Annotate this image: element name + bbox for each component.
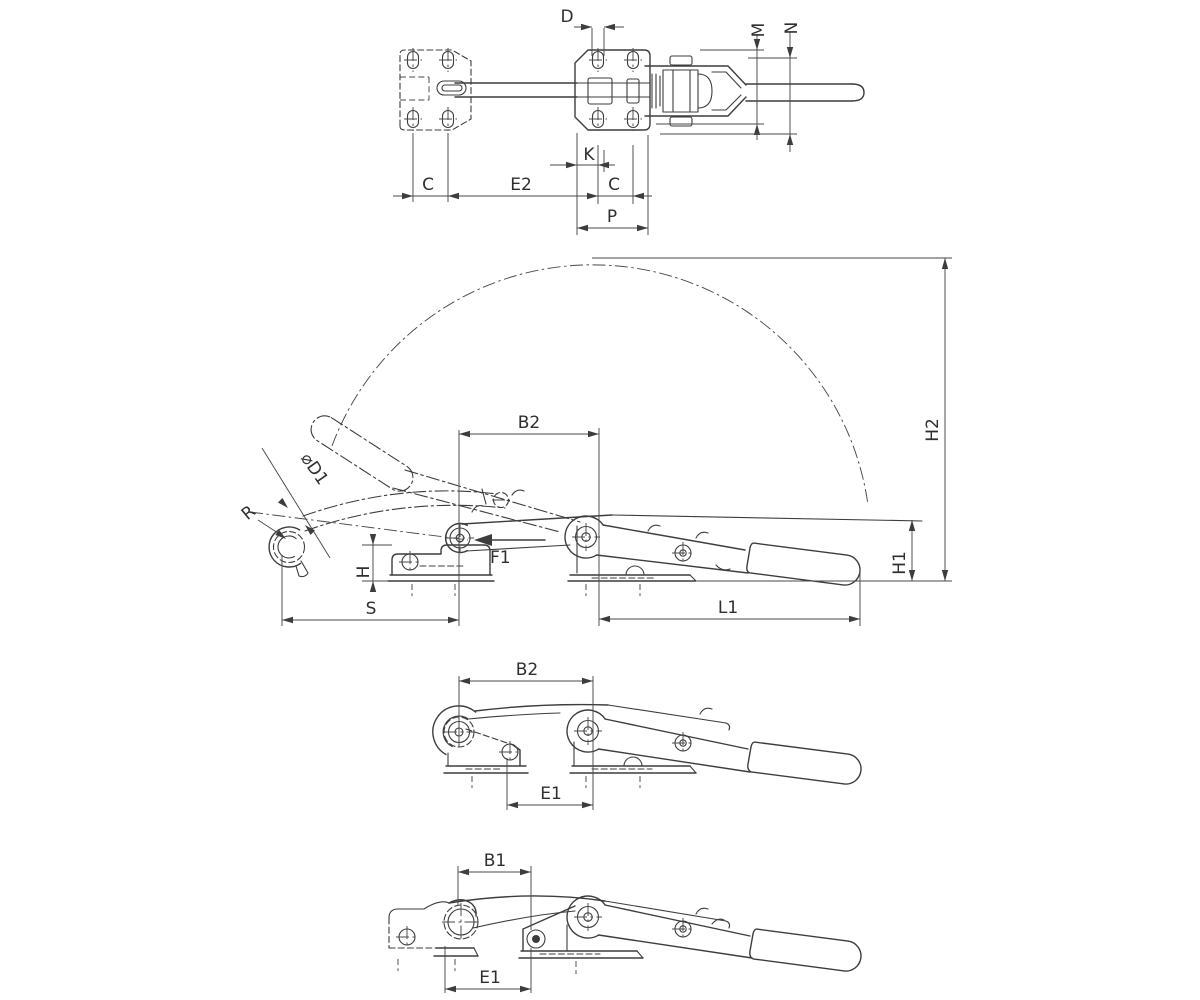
dim-label-b1: B1: [483, 851, 507, 871]
dim-b2-closed: [459, 660, 593, 810]
dim-label-p: P: [606, 207, 618, 227]
dim-label-k: K: [583, 145, 595, 165]
dim-r: [238, 502, 288, 542]
dim-label-h1: H1: [890, 551, 910, 575]
closed-handle-grip: [748, 742, 861, 784]
clamp-body-open-view: [565, 516, 860, 596]
force-arrow-f1: [474, 534, 545, 568]
dim-label-e1-variant: E1: [479, 968, 501, 988]
latch-rod-top: [455, 83, 577, 97]
dim-label-h2: H2: [923, 418, 943, 442]
variant-handle-grip: [750, 929, 861, 971]
dim-label-b2-closed: B2: [515, 660, 539, 680]
variant-clamp-body: [519, 896, 861, 974]
side-view-closed: [433, 660, 861, 810]
dim-label-n: N: [782, 21, 802, 35]
dim-label-d: D: [560, 7, 574, 27]
dim-l1: [599, 568, 860, 626]
open-latch-bar-phantom: [250, 490, 524, 540]
variant-counter-bracket: [389, 902, 478, 971]
latch-hook: [269, 527, 308, 577]
dim-label-d1: ⌀D1: [296, 449, 333, 489]
variant-hook-eye: [442, 900, 480, 941]
hook-pivot-pin: [446, 524, 474, 553]
dim-label-e1-closed: E1: [540, 784, 562, 804]
dim-k: [550, 145, 615, 172]
counter-plate-top: [400, 48, 471, 131]
latch-strap-closed: [462, 515, 922, 551]
handle-rod-top: [746, 84, 864, 101]
closed-catch-bracket: [444, 729, 528, 788]
dim-label-c-left: C: [422, 175, 434, 195]
dim-e1-variant: [445, 946, 531, 993]
dim-label-b2-open: B2: [517, 413, 541, 433]
dim-h1: [890, 520, 915, 581]
clamp-plate-top: [575, 48, 650, 131]
dim-label-f1: F1: [490, 548, 511, 568]
dim-c-e2-c: [393, 133, 652, 204]
dim-label-l1: L1: [717, 598, 739, 618]
dim-label-m: M: [749, 22, 769, 38]
dim-label-r: R: [237, 501, 260, 525]
swing-arc: [332, 265, 868, 505]
dim-h: [354, 534, 392, 592]
dim-label-c-right: C: [608, 175, 620, 195]
side-view-open: [238, 258, 952, 626]
dim-d: [560, 7, 624, 56]
dim-label-s: S: [365, 599, 377, 619]
side-view-variant: [389, 851, 861, 993]
open-handle-phantom: [311, 416, 580, 532]
dim-label-e2: E2: [510, 175, 532, 195]
dim-label-h: H: [354, 565, 374, 579]
top-view: [393, 7, 864, 235]
turnbuckle-top: [645, 56, 746, 126]
dim-d1: [262, 448, 332, 558]
catch-bracket: [388, 545, 494, 596]
dim-n: [660, 22, 802, 152]
handle-grip: [747, 543, 860, 585]
closed-drawbar: [468, 705, 730, 730]
